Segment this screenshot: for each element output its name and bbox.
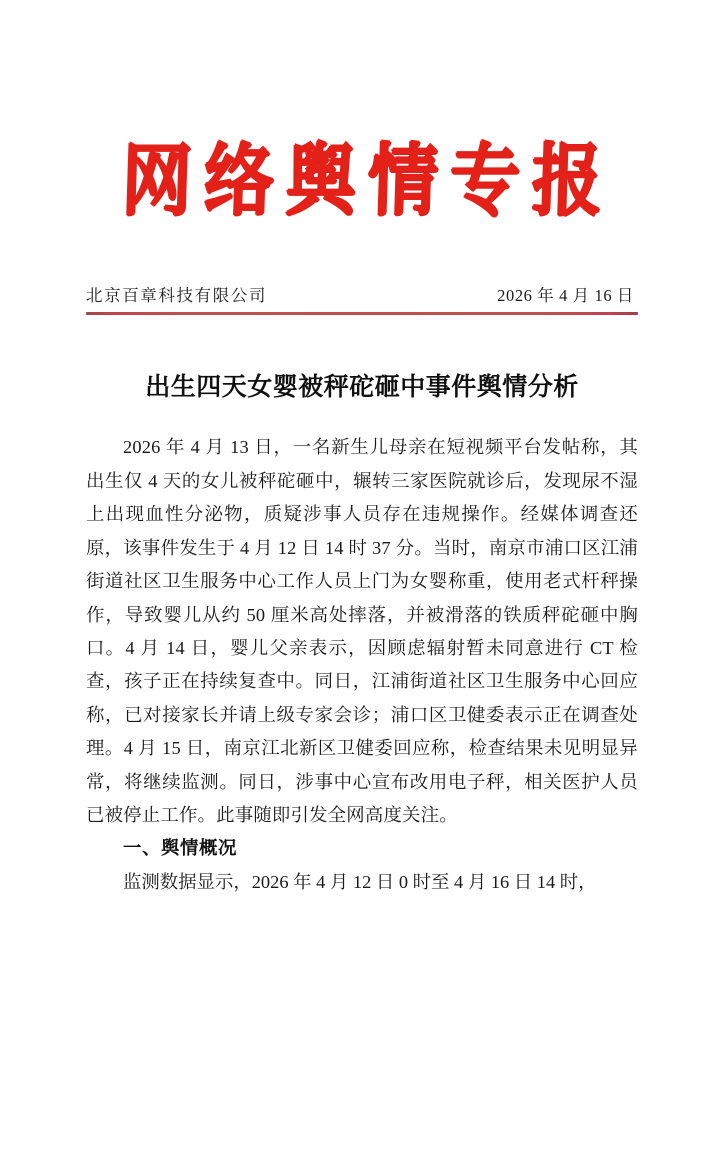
masthead-title: 网络舆情专报 xyxy=(120,133,616,227)
header-divider-rule xyxy=(86,312,638,315)
page-title: 出生四天女婴被秤砣砸中事件舆情分析 xyxy=(145,371,579,401)
issue-date: 2026 年 4 月 16 日 xyxy=(497,286,634,305)
issuer-name: 北京百章科技有限公司 xyxy=(86,286,267,305)
document-header-row xyxy=(86,286,638,312)
masthead-banner xyxy=(86,128,638,234)
body-paragraph-1: 2026 年 4 月 13 日，一名新生儿母亲在短视频平台发帖称，其出生仅 4 天的女儿被秤砣砸中，辗转三家医院就诊后，发现尿不湿上出现血性分泌物，质疑涉事人员存在违规操作。经媒体调查还原，该事件发生于 4 月 12 日 14 时 37 分。当时，南京市浦口区江浦街道社区卫生服务中心工作人员上门为女婴称重，使用老式杆秤操作，导致婴儿从约 50 厘米高处摔落，并被滑落的铁质秤砣砸中胸口。4 月 14 日，婴儿父亲表示，因顾虑辐射暂未同意进行 CT 检查，孩子正在持续复查中。同日，江浦街道社区卫生服务中心回应称，已对接家长并请上级专家会诊；浦口区卫健委表示正在调查处理。4 月 15 日，南京江北新区卫健委回应称，检查结果未见明显异常，将继续监测。同日，涉事中心宣布改用电子秤，相关医护人员已被停止工作。此事随即引发全网高度关注。 xyxy=(86,437,638,825)
section-heading-1: 一、舆情概况 xyxy=(123,838,237,860)
section-1-paragraph: 监测数据显示，2026 年 4 月 12 日 0 时至 4 月 16 日 14 时， xyxy=(123,871,597,892)
document-body xyxy=(86,431,638,899)
document-page xyxy=(0,128,724,1152)
